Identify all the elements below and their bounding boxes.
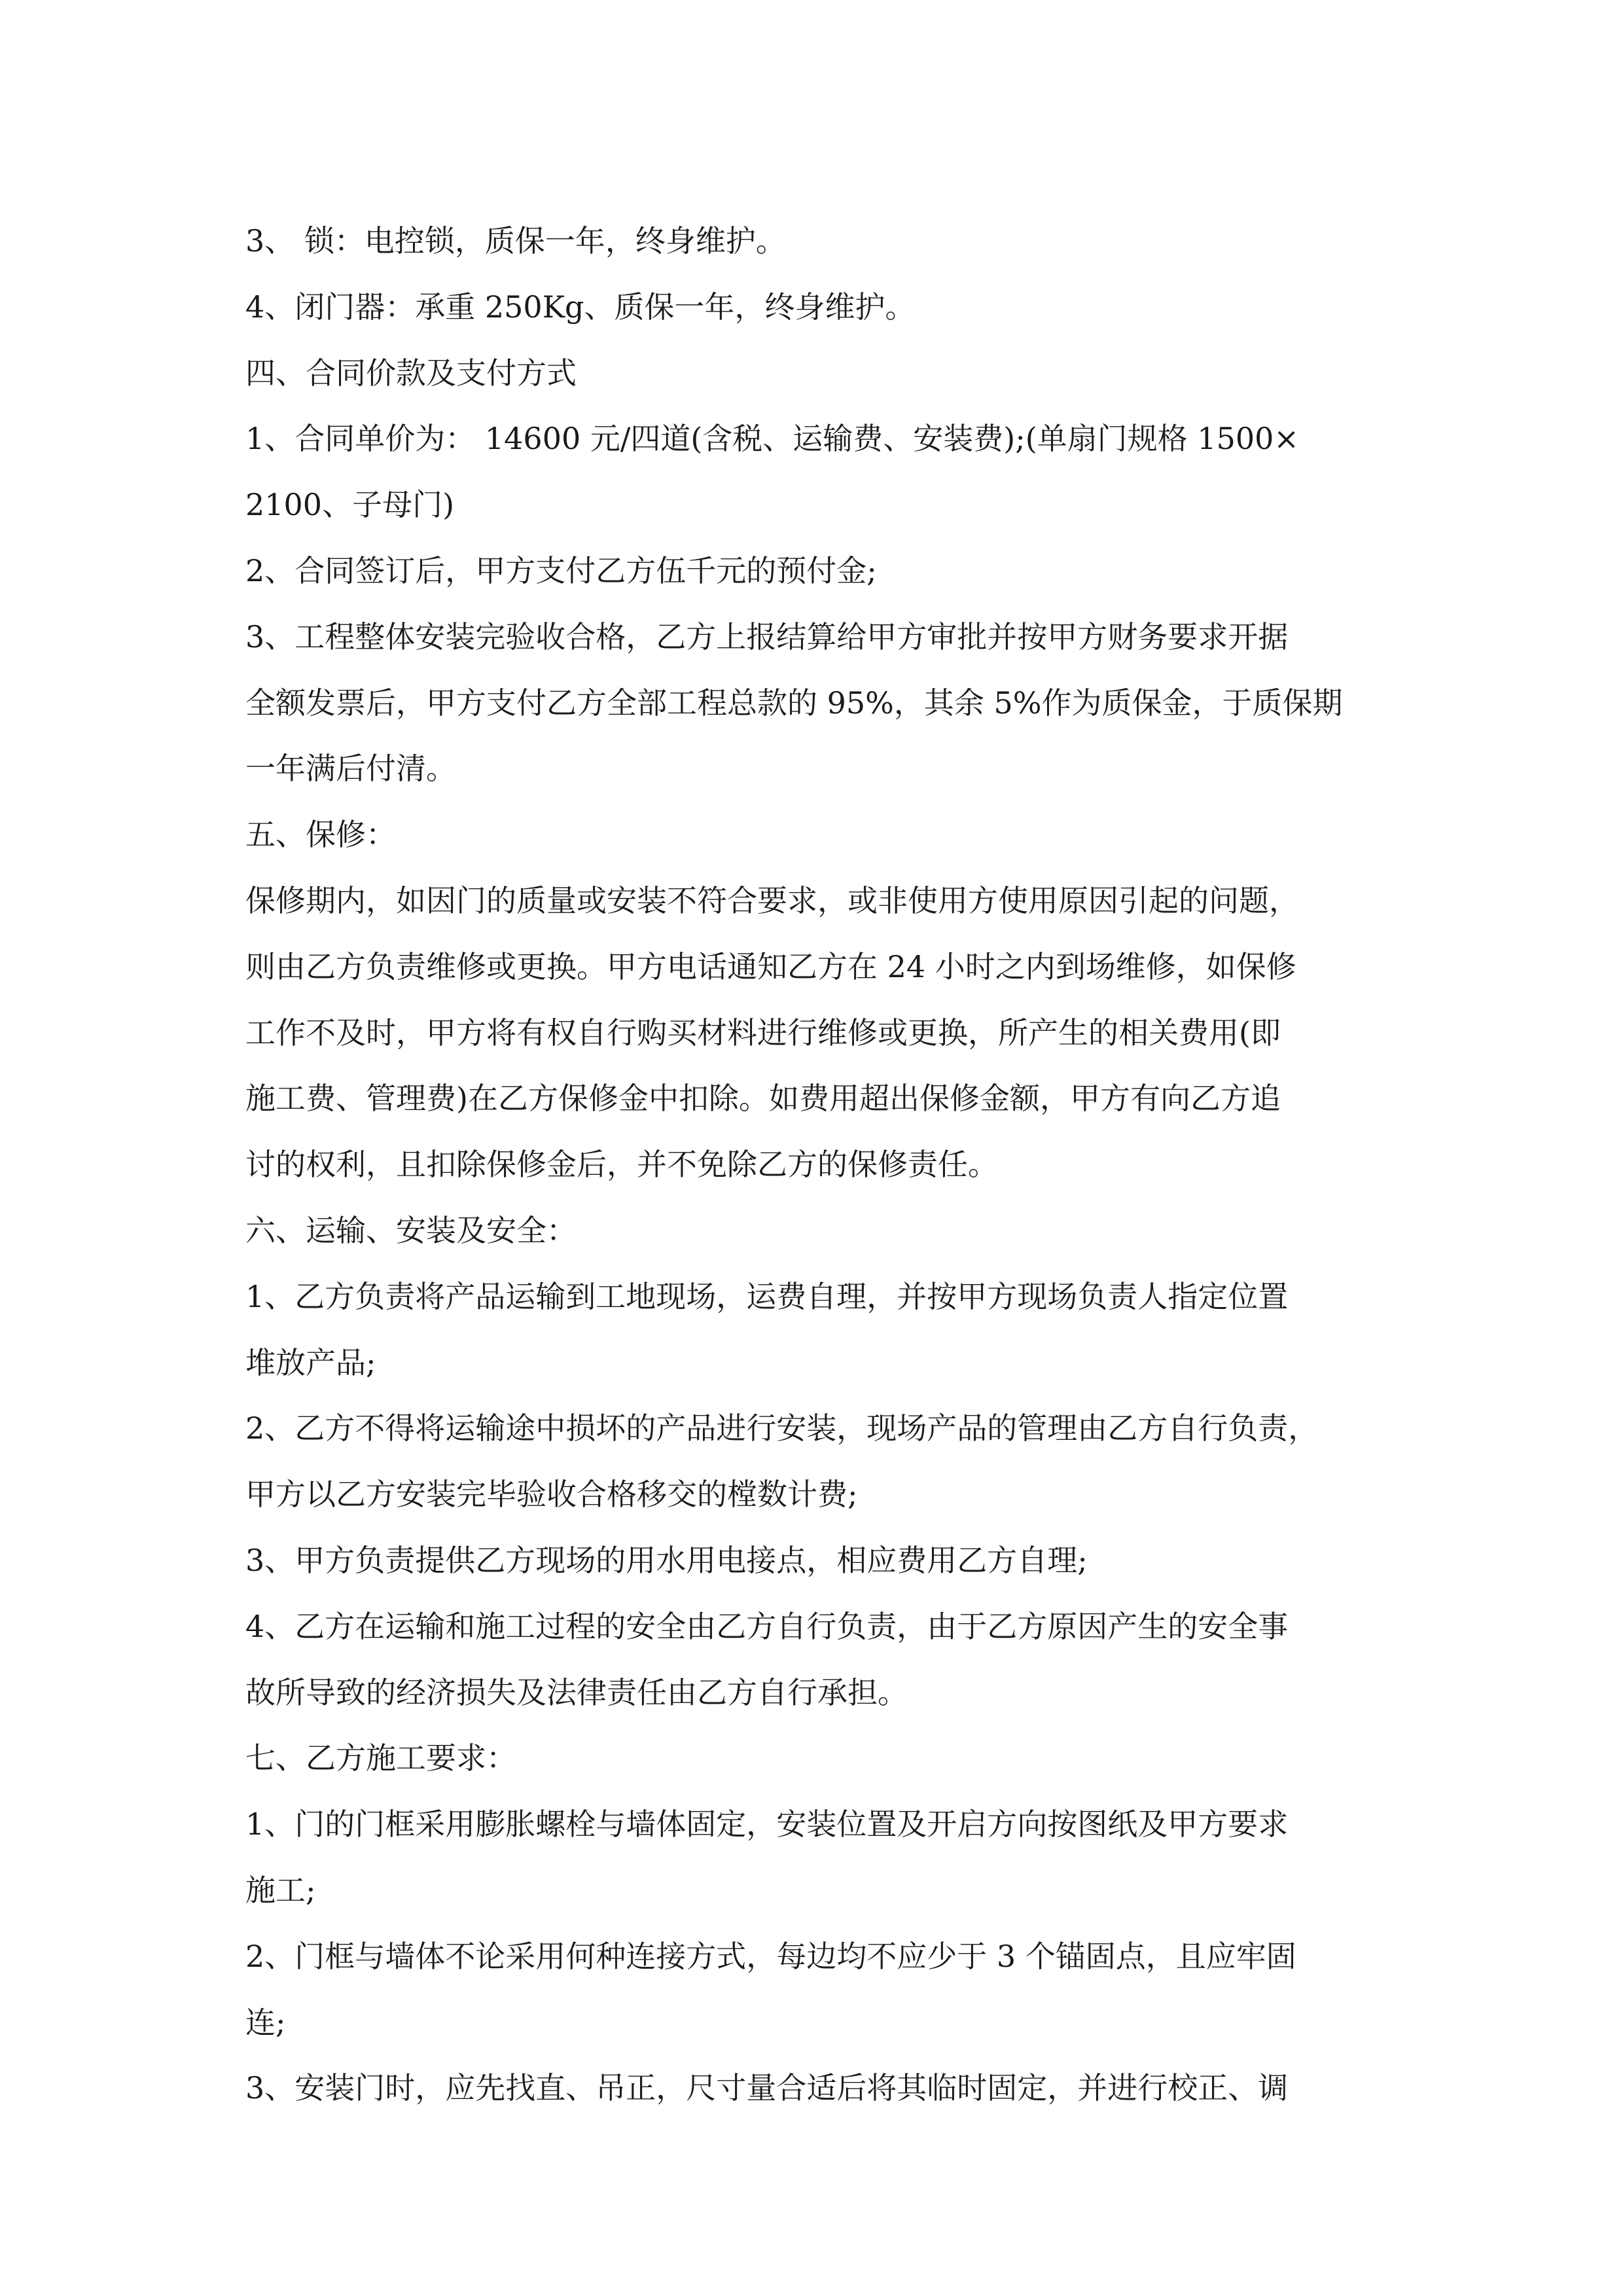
text-line: 讨的权利，且扣除保修金后，并不免除乙方的保修责任。: [245, 1147, 998, 1183]
text-line: 故所导致的经济损失及法律责任由乙方自行承担。: [245, 1674, 908, 1710]
text-line: 2、合同签订后，甲方支付乙方伍千元的预付金;: [245, 552, 877, 588]
text-line: 1、合同单价为： 14600 元/四道(含税、运输费、安装费);(单扇门规格 1500×: [245, 421, 1299, 457]
document-body: [245, 208, 1384, 2121]
text-line: 1、乙方负责将产品运输到工地现场，运费自理，并按甲方现场负责人指定位置: [245, 1278, 1289, 1314]
text-line: 3、甲方负责提供乙方现场的用水用电接点，相应费用乙方自理;: [245, 1542, 1088, 1578]
section-heading: 四、合同价款及支付方式: [245, 355, 577, 391]
text-line: 4、闭门器：承重 250Kg、质保一年，终身维护。: [245, 289, 916, 325]
text-line: 4、乙方在运输和施工过程的安全由乙方自行负责，由于乙方原因产生的安全事: [245, 1608, 1289, 1644]
section-heading: 六、运输、安装及安全：: [245, 1212, 577, 1248]
text-line: 连;: [245, 2004, 286, 2040]
text-line: 3、 锁：电控锁，质保一年，终身维护。: [245, 223, 786, 259]
text-line: 3、工程整体安装完验收合格，乙方上报结算给甲方审批并按甲方财务要求开据: [245, 619, 1289, 655]
text-line: 施工费、管理费)在乙方保修金中扣除。如费用超出保修金额，甲方有向乙方追: [245, 1081, 1281, 1117]
text-line: 堆放产品;: [245, 1344, 376, 1380]
text-line: 甲方以乙方安装完毕验收合格移交的樘数计费;: [245, 1477, 858, 1513]
text-line: 施工;: [245, 1872, 316, 1908]
text-line: 3、安装门时，应先找直、吊正，尺寸量合适后将其临时固定，并进行校正、调: [245, 2070, 1289, 2106]
text-line: 2、门框与墙体不论采用何种连接方式，每边均不应少于 3 个锚固点，且应牢固: [245, 1938, 1296, 1974]
text-line: 2100、子母门): [245, 487, 455, 523]
text-line: 一年满后付清。: [245, 751, 456, 787]
text-line: 全额发票后，甲方支付乙方全部工程总款的 95%，其余 5%作为质保金，于质保期: [245, 685, 1343, 721]
text-line: 保修期内，如因门的质量或安装不符合要求，或非使用方使用原因引起的问题，: [245, 882, 1299, 918]
section-heading: 五、保修：: [245, 817, 396, 853]
text-line: 2、乙方不得将运输途中损坏的产品进行安装，现场产品的管理由乙方自行负责，: [245, 1410, 1319, 1446]
text-line: 1、门的门框采用膨胀螺栓与墙体固定，安装位置及开启方向按图纸及甲方要求: [245, 1806, 1289, 1842]
section-heading: 七、乙方施工要求：: [245, 1740, 516, 1776]
text-line: 则由乙方负责维修或更换。甲方电话通知乙方在 24 小时之内到场维修，如保修: [245, 948, 1296, 984]
text-line: 工作不及时，甲方将有权自行购买材料进行维修或更换，所产生的相关费用(即: [245, 1014, 1281, 1050]
